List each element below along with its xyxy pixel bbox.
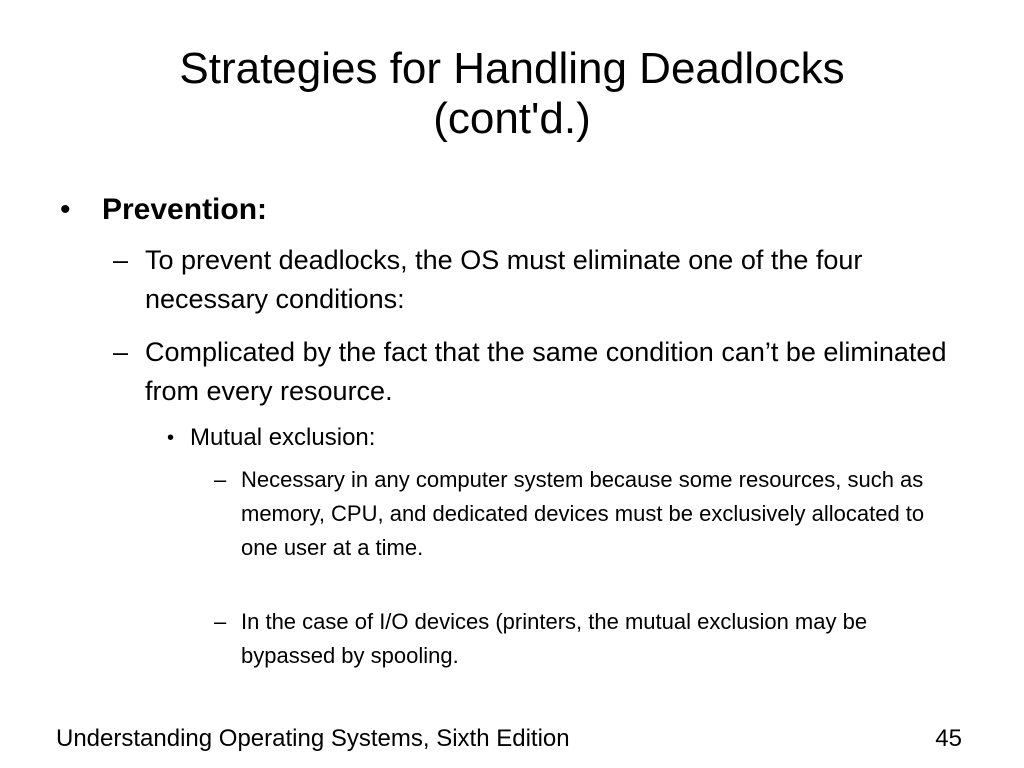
slide-title-line-2: (cont'd.) [433,94,591,143]
footer-book-title: Understanding Operating Systems, Sixth Edition [56,725,570,752]
bullet-marker: • [167,427,175,449]
subbullet-marker: – [214,609,227,634]
subbullet-marker: – [113,245,129,275]
slide-number: 45 [935,725,962,752]
bullet-text: Prevention: [102,193,268,226]
slide-title-line-1: Strategies for Handling Deadlocks [179,44,845,93]
bullet-mutual-exclusion [167,423,947,453]
bullet-marker: • [60,193,71,226]
subbullet-text: To prevent deadlocks, the OS must eliminate one of the four necessary conditions: [145,245,863,314]
bullet-prevention [60,191,960,229]
bullet-text: Mutual exclusion: [190,424,376,451]
subbullet-io-devices [214,605,954,673]
slide-title [60,44,964,144]
subbullet-complicated [113,333,963,411]
subbullet-marker: – [113,337,129,367]
subbullet-marker: – [214,467,227,492]
subbullet-text: In the case of I/O devices (printers, the mutual exclusion may be bypassed by spooling. [241,609,868,668]
subbullet-text: Complicated by the fact that the same condition can’t be eliminated from every resource. [145,337,947,406]
subbullet-text: Necessary in any computer system because some resources, such as memory, CPU, and dedicated devices must be exclusively allocated to one user at a time. [241,467,925,560]
subbullet-prevent-deadlocks [113,241,963,319]
subbullet-necessary [214,463,954,565]
